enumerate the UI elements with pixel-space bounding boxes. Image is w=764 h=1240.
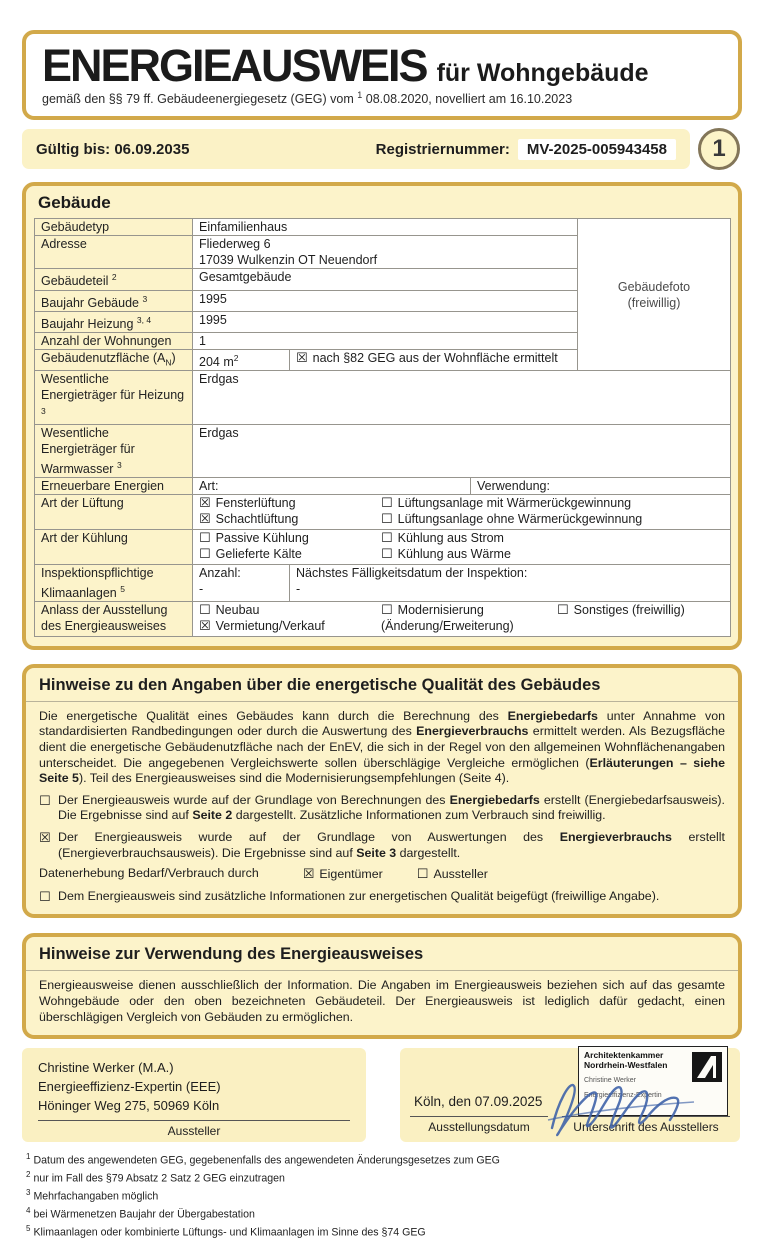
- checkbox-checked-icon: ☒: [39, 830, 51, 845]
- checkbox-checked-icon: ☒: [296, 349, 308, 365]
- stamp-person-name: Christine Werker: [584, 1077, 636, 1085]
- checkbox-checked-icon: ☒: [302, 866, 315, 882]
- erneuerbar-verwendung: Verwendung:: [471, 477, 731, 494]
- document-title-suffix: für Wohngebäude: [436, 59, 649, 87]
- law-reference: [42, 90, 722, 106]
- registry-label: Registriernummer:: [375, 140, 510, 158]
- issuer-box: [22, 1048, 366, 1142]
- option: ☐ Lüftungsanlage ohne Wärmerückgewinnung: [381, 510, 643, 526]
- issue-date-value: Köln, den 07.09.2025: [414, 1094, 543, 1110]
- option: ☐ Kühlung aus Strom: [381, 529, 504, 545]
- option: ☐ Gelieferte Kälte: [199, 545, 302, 561]
- row-label: Gebäudetyp: [35, 219, 193, 236]
- row-value: Erdgas: [193, 371, 731, 424]
- stamp-org-line2: Nordrhein-Westfalen: [584, 1060, 668, 1071]
- row-label: Gebäudenutzfläche $(A_N)$: [35, 349, 193, 371]
- checkbox-checked-icon: ☒: [199, 494, 211, 510]
- row-value: Erdgas: [193, 424, 731, 477]
- title-line: [42, 42, 722, 89]
- anlass-options: [193, 601, 731, 636]
- nutzflaeche-value: 204 $m^2$: [193, 349, 290, 371]
- registry-number: [376, 139, 676, 160]
- checkbox-unchecked-icon: ☐: [39, 792, 51, 808]
- option-eigentuemer: ☒ Eigentümer: [302, 866, 383, 882]
- checkbox-unchecked-icon: ☐: [416, 866, 429, 882]
- page-number-badge: 1: [698, 128, 740, 170]
- checkbox-unchecked-icon: ☐: [557, 601, 569, 617]
- row-label: Baujahr Gebäude $^3$: [35, 290, 193, 311]
- row-label: Gebäudeteil $^2$: [35, 269, 193, 290]
- row-label: Wesentliche Energieträger für Warmwasser $^3$: [35, 424, 193, 477]
- checkbox-unchecked-icon: ☐: [199, 545, 211, 561]
- table-row-klimaanlagen: [35, 564, 731, 601]
- footnote-1: $^1$ Datum des angewendeten GEG, gegebenenfalls des angewendeten Änderungsgesetzes zum GEG: [26, 1152, 500, 1167]
- architektenkammer-logo-icon: [692, 1052, 722, 1082]
- option: ☐ Sonstiges (freiwillig): [557, 601, 685, 617]
- klima-faelligkeit: Nächstes Fälligkeitsdatum der Inspektion: -: [290, 564, 731, 601]
- row-label: Anzahl der Wohnungen: [35, 332, 193, 349]
- row-label: Art der Kühlung: [35, 529, 193, 564]
- option: ☐ Lüftungsanlage mit Wärmerückgewinnung: [381, 494, 632, 510]
- option: ☐ Passive Kühlung: [199, 529, 309, 545]
- option: ☒ Schachtlüftung: [199, 510, 299, 526]
- row-label: Art der Lüftung: [35, 494, 193, 529]
- checkbox-unchecked-icon: ☐: [199, 601, 211, 617]
- building-table: [34, 218, 731, 636]
- issue-date-line: [410, 1116, 548, 1117]
- issuer-address: Höninger Weg 275, 50969 Köln: [38, 1098, 220, 1114]
- checkbox-unchecked-icon: ☐: [381, 510, 393, 526]
- footnote-3: $^3$ Mehrfachangaben möglich: [26, 1188, 159, 1203]
- stamp-org-line1: Architektenkammer: [584, 1050, 664, 1061]
- klima-anzahl: Anzahl: -: [193, 564, 290, 601]
- checkbox-unchecked-icon: ☐: [381, 601, 393, 617]
- checkbox-unchecked-icon: ☐: [199, 529, 211, 545]
- building-photo-placeholder: Gebäudefoto (freiwillig): [578, 219, 731, 371]
- chamber-stamp: [578, 1046, 728, 1116]
- valid-until-label: Gültig bis:: [36, 140, 111, 158]
- row-label: Baujahr Heizung $^{3, 4}$: [35, 311, 193, 332]
- row-value: Gesamtgebäude: [193, 269, 578, 290]
- registry-value: MV-2025-005943458: [518, 139, 676, 160]
- row-value: 1995: [193, 290, 578, 311]
- signature-label: Unterschrift des Ausstellers: [573, 1120, 719, 1135]
- law-footnote-ref: 1: [357, 90, 363, 101]
- issue-date-column: [410, 1048, 548, 1142]
- row-label: Adresse: [35, 236, 193, 269]
- issuer-role: Energieeffizienz-Expertin (EEE): [38, 1079, 221, 1095]
- anlass-modernisierung-subnote: (Änderung/Erweiterung): [381, 618, 514, 633]
- valid-until: [36, 141, 189, 158]
- table-row-energietraeger-heizung: [35, 371, 731, 424]
- option: ☒ Fensterlüftung: [199, 494, 296, 510]
- row-value: 1: [193, 332, 578, 349]
- validity-row: [22, 129, 742, 171]
- law-prefix: gemäß den §§ 79 ff. Gebäudeenergiegesetz (GEG) vom: [42, 92, 354, 107]
- table-row-kuehlung: [35, 529, 731, 564]
- datenerhebung-line: [39, 866, 725, 883]
- option: ☐ Kühlung aus Wärme: [381, 545, 511, 561]
- checkbox-unchecked-icon: ☐: [381, 529, 393, 545]
- valid-until-value: 06.09.2035: [114, 140, 190, 158]
- option: ☒ Vermietung/Verkauf: [199, 617, 325, 633]
- issuer-name: Christine Werker (M.A.): [38, 1060, 174, 1076]
- footnotes: [22, 1150, 742, 1240]
- row-value: Einfamilienhaus: [193, 219, 578, 236]
- kuehlung-options: [193, 529, 731, 564]
- lueftung-options: [193, 494, 731, 529]
- zusatzinfo-item: ☐ Dem Energieausweis sind zusätzliche Informationen zur energetischen Qualität beigefügt (freiwillige Angabe).: [39, 888, 660, 904]
- datenerhebung-label: Datenerhebung Bedarf/Verbrauch durch: [39, 866, 259, 881]
- row-label: Erneuerbare Energien: [35, 477, 193, 494]
- option: ☐ Modernisierung: [381, 601, 484, 617]
- nutzflaeche-method: ☒ nach §82 GEG aus der Wohnfläche ermittelt: [290, 349, 578, 371]
- verbrauch-item: ☒ Der Energieausweis wurde auf der Grundlage von Auswertungen des Energieverbrauchs erstellt (Energieverbrauchsausweis). Die Ergebnisse sind auf Seite 3 dargestellt.: [39, 830, 726, 860]
- footnote-2: $^2$ nur im Fall des §79 Absatz 2 Satz 2 GEG einzutragen: [26, 1170, 285, 1185]
- usage-hints-body: Energieausweise dienen ausschließlich der Information. Die Angaben im Energieausweis beziehen sich auf das gesamte Wohngebäude oder den oben bezeichneten Gebäudeteil. Der Energieausweis ist lediglich dafür gedacht, einen überschlägigen Vergleich von Gebäuden zu ermöglichen.: [39, 978, 725, 1024]
- signature-column: [562, 1048, 730, 1142]
- building-section-title: Gebäude: [38, 193, 111, 213]
- table-row-lueftung: [35, 494, 731, 529]
- table-row-gebaeudetyp: [35, 219, 731, 236]
- table-row-erneuerbare-energien: [35, 477, 731, 494]
- building-section: [22, 182, 742, 649]
- stamp-person-role: Energieeffizienz-Expertin: [584, 1092, 662, 1100]
- usage-hints-title: Hinweise zur Verwendung des Energieausweises: [26, 937, 738, 971]
- checkbox-checked-icon: ☒: [199, 510, 211, 526]
- bedarf-item: ☐ Der Energieausweis wurde auf der Grundlage von Berechnungen des Energiebedarfs erstellt (Energiebedarfsausweis). Die Ergebnisse sind auf Seite 2 dargestellt. Zusätzliche Informationen zum Verbrauch sind freiwillig.: [39, 792, 725, 823]
- footnote-5: $^5$ Klimaanlagen oder kombinierte Lüftungs- und Klimaanlagen im Sinne des §74 GEG: [26, 1224, 426, 1239]
- quality-hints-intro: Die energetische Qualität eines Gebäudes kann durch die Berechnung des Energiebedarfs unter Annahme von standardisierten Randbedingungen oder durch die Auswertung des Energieverbrauchs ermittelt werden. Als Bezugsfläche dient die energetische Gebäudenutzfläche nach der EnEV, die sich in der Regel von den allgemeinen Wohnflächenangaben unterscheidet. Die angegebenen Vergleichswerte sollen überschlägige Vergleiche ermöglichen (Erläuterungen – siehe Seite 5). Teil des Energieausweises sind die Modernisierungsempfehlungen (Seite 4).: [39, 708, 725, 786]
- row-label: Wesentliche Energieträger für Heizung $^3$: [35, 371, 193, 424]
- footer-row: [22, 1048, 742, 1142]
- signature-line: [562, 1116, 730, 1117]
- checkbox-unchecked-icon: ☐: [381, 545, 393, 561]
- row-label: Anlass der Ausstellung des Energieausweises: [35, 601, 193, 636]
- checkbox-unchecked-icon: ☐: [39, 888, 51, 904]
- document-title: ENERGIEAUSWEIS: [42, 40, 427, 91]
- option: ☐ Neubau: [199, 601, 260, 617]
- row-value: 1995: [193, 311, 578, 332]
- table-row-anlass: [35, 601, 731, 636]
- erneuerbar-art: Art:: [193, 477, 471, 494]
- quality-hints-section: [22, 664, 742, 919]
- option-aussteller: ☐ Aussteller: [416, 866, 488, 882]
- quality-hints-title: Hinweise zu den Angaben über die energetische Qualität des Gebäudes: [26, 668, 738, 702]
- quality-hints-body: [26, 702, 738, 915]
- footnote-4: $^4$ bei Wärmenetzen Baujahr der Übergabestation: [26, 1206, 255, 1221]
- checkbox-checked-icon: ☒: [199, 617, 211, 633]
- issue-date-label: Ausstellungsdatum: [428, 1120, 530, 1135]
- usage-hints-section: [22, 933, 742, 1039]
- title-box: [22, 30, 742, 120]
- date-signature-box: [400, 1048, 740, 1142]
- table-row-energietraeger-warmwasser: [35, 424, 731, 477]
- validity-bar: [22, 129, 690, 169]
- row-label: Inspektionspflichtige Klimaanlagen $^5$: [35, 564, 193, 601]
- issuer-signature-line: [38, 1120, 350, 1121]
- checkbox-unchecked-icon: ☐: [381, 494, 393, 510]
- issuer-label: Aussteller: [167, 1124, 221, 1139]
- law-suffix: 08.08.2020, novelliert am 16.10.2023: [365, 92, 573, 107]
- row-value: Fliederweg 6 17039 Wulkenzin OT Neuendorf: [193, 236, 578, 269]
